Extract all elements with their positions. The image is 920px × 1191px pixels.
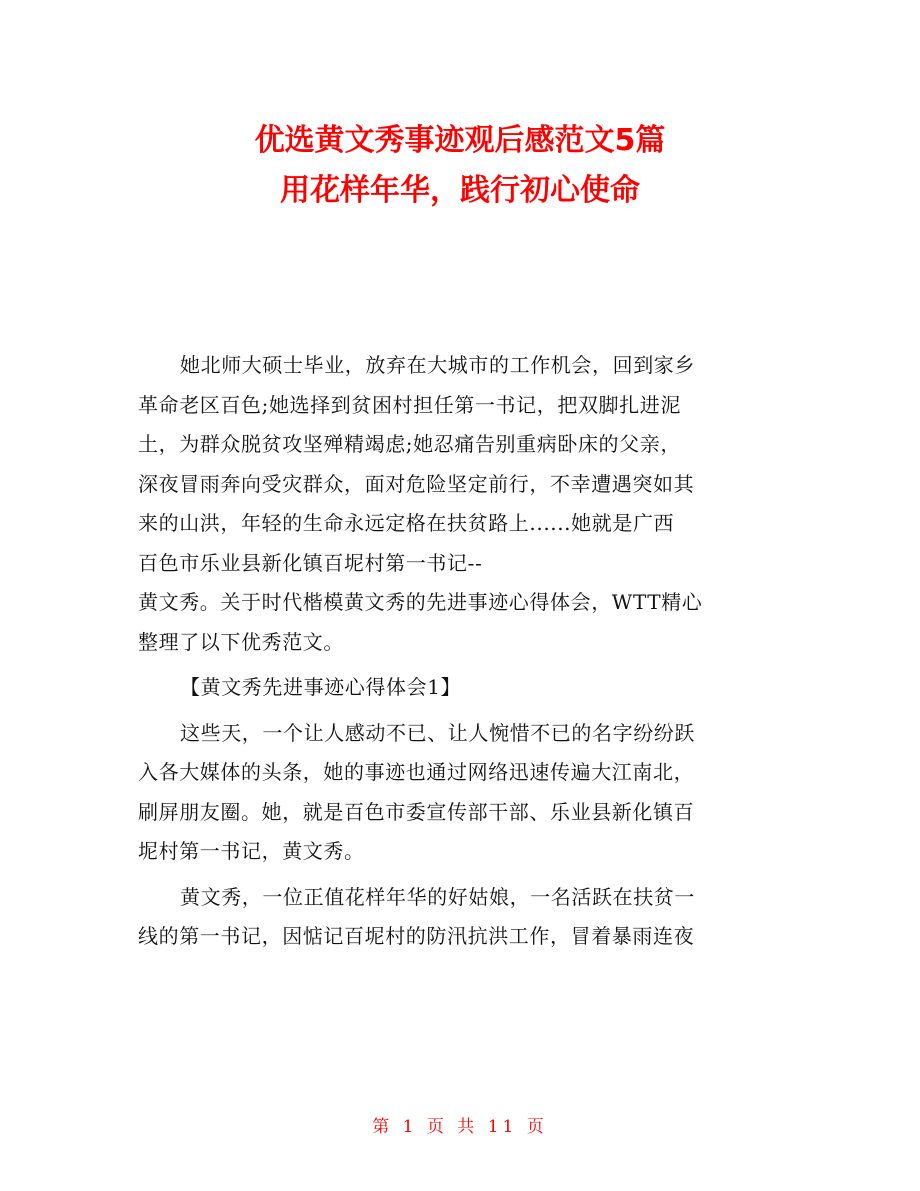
- paragraph-line: 黄文秀，一位正值花样年华的好姑娘，一名活跃在扶贫一: [180, 884, 695, 909]
- intro-line: 百色市乐业县新化镇百坭村第一书记--: [138, 550, 483, 575]
- page-number-footer: 第 1 页 共 11 页: [372, 1117, 548, 1137]
- intro-line: 黄文秀。关于时代楷模黄文秀的先进事迹心得体会，WTT精心: [138, 590, 703, 614]
- paragraph-line: 线的第一书记，因惦记百坭村的防汛抗洪工作，冒着暴雨连夜: [138, 924, 695, 948]
- title-block: [0, 116, 920, 216]
- document-subtitle: 用花样年华，践行初心使命: [280, 173, 640, 208]
- intro-line: 革命老区百色;她选择到贫困村担任第一书记，把双脚扎进泥: [138, 392, 681, 417]
- intro-line: 她北师大硕士毕业，放弃在大城市的工作机会，回到家乡: [180, 353, 695, 377]
- document-title: 优选黄文秀事迹观后感范文5篇: [254, 123, 666, 158]
- intro-line: 土，为群众脱贫攻坚殚精竭虑;她忍痛告别重病卧床的父亲，: [138, 432, 681, 456]
- intro-line: 整理了以下优秀范文。: [138, 629, 344, 654]
- paragraph-line: 刷屏朋友圈。她，就是百色市委宣传部干部、乐业县新化镇百: [138, 799, 695, 824]
- paragraph-line: 入各大媒体的头条，她的事迹也通过网络迅速传遍大江南北，: [138, 760, 695, 784]
- intro-line: 来的山洪，年轻的生命永远定格在扶贫路上......她就是广西: [138, 511, 675, 535]
- paragraph-line: 这些天，一个让人感动不已、让人惋惜不已的名字纷纷跃: [180, 720, 695, 745]
- paragraph-line: 坭村第一书记，黄文秀。: [138, 839, 365, 863]
- document-body: [138, 346, 788, 957]
- section-heading: 【黄文秀先进事迹心得体会1】: [180, 675, 462, 699]
- intro-line: 深夜冒雨奔向受灾群众，面对危险坚定前行，不幸遭遇突如其: [138, 471, 695, 496]
